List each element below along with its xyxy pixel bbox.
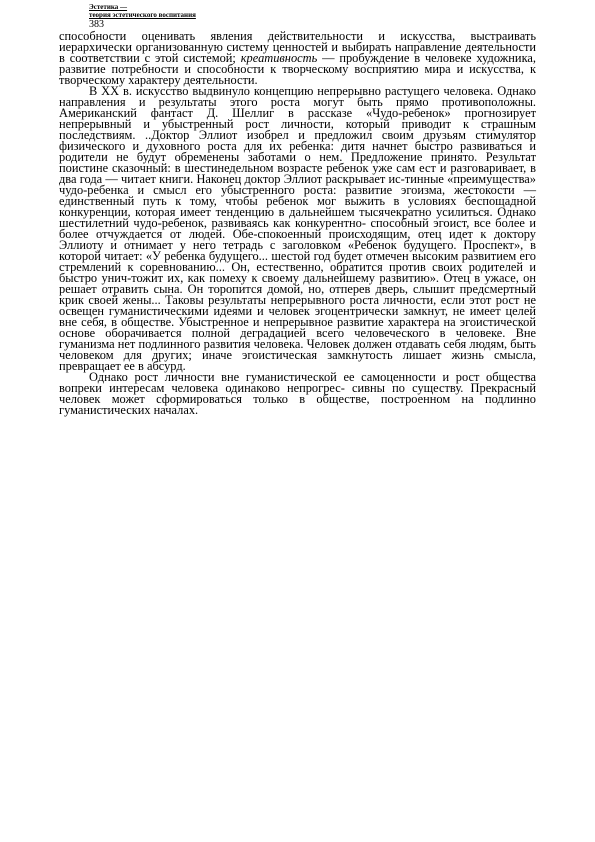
page-body: [59, 31, 536, 416]
paragraph-1-text-start: способности оценивать явления действительности и искусства, выстраивать иерархически организованную систему ценностей и выбирать направление деятельности в соответствии с этой системой;: [59, 29, 536, 65]
paragraph-2: В XX в. искусство выдвинуло концепцию непрерывно растущего человека. Однако направления и результаты этого роста могут быть прямо противоположны. Американский фантаст Д. Шеллиг в рассказе «Чудо-ребенок» прогнозирует непрерывный и убыстренный рост личности, который приводит к страшным последствиям. ..Доктор Эллиот изобрел и предложил своим друзьям стимулятор физического и духовного роста для их ребенка: дитя начнет быстро развиваться и родители не будут обременены заботами о нем. Предложение принято. Результат поистине сказочный: в шестинедельном возрасте ребенок уже сам ест и разговаривает, в два года — читает книги. Наконец доктор Эллиот раскрывает ис-тинные «преимущества» чудо-ребенка и смысл его убыстренного роста: развитие эгоизма, жестокости — единственный путь к тому, чтобы ребенок мог выжить в условиях беспощадной конкуренции, которая имеет тенденцию в дальнейшем тысячекратно усилиться. Однако шестилетний чудо-ребенок, развиваясь как конкурентно- способный эгоист, все более и более отчуждается от людей. Обе-спокоенный происходящим, отец идет к доктору Эллиоту и отнимает у него тетрадь с заголовком «Ребенок будущего. Проспект», в которой читает: «У ребенка будущего... шестой год будет отмечен высоким развитием его стремлений к соревнованию... Он, естественно, обратится против своих родителей и быстро унич-тожит их, как помеху к своему дальнейшему развитию». Отец в ужасе, он решает отравить сына. Он торопится домой, но, отперев дверь, слышит предсмертный крик своей жены... Таковы результаты непрерывного роста личности, если этот рост не освещен гуманистическими идеями и человек эгоцентрически замкнут, не имеет целей вне себя, в обществе. Убыстренное и непрерывное развитие характера на эгоистической основе оборачивается полной деградацией всего человеческого в человеке. Вне гуманизма нет подлинного развития человека. Человек должен отдавать себя людям, быть человеком для других; иначе эгоистическая замкнутость лишает жизнь смысла, превращает ее в абсурд.: [59, 84, 536, 373]
paragraph-3: Однако рост личности вне гуманистической ее самоценности и рост общества вопреки интересам человека одинаково непрогрес- сивны по существу. Прекрасный человек может сформироваться только в обществе, построенном на подлинно гуманистических началах.: [59, 370, 536, 417]
term-creativity: креативность: [240, 51, 318, 65]
paragraph-1-text-end: — пробуждение в человеке художника, развитие потребности и способности к творческому восприятию мира и искусства, к творческому характеру деятельности.: [59, 51, 536, 87]
running-header-subtitle: теория эстетического воспитания: [89, 11, 196, 19]
paragraph-1: [59, 31, 536, 86]
page-number: 383: [89, 19, 104, 30]
running-header: [89, 3, 196, 19]
running-header-title: Эстетика —: [89, 3, 128, 11]
